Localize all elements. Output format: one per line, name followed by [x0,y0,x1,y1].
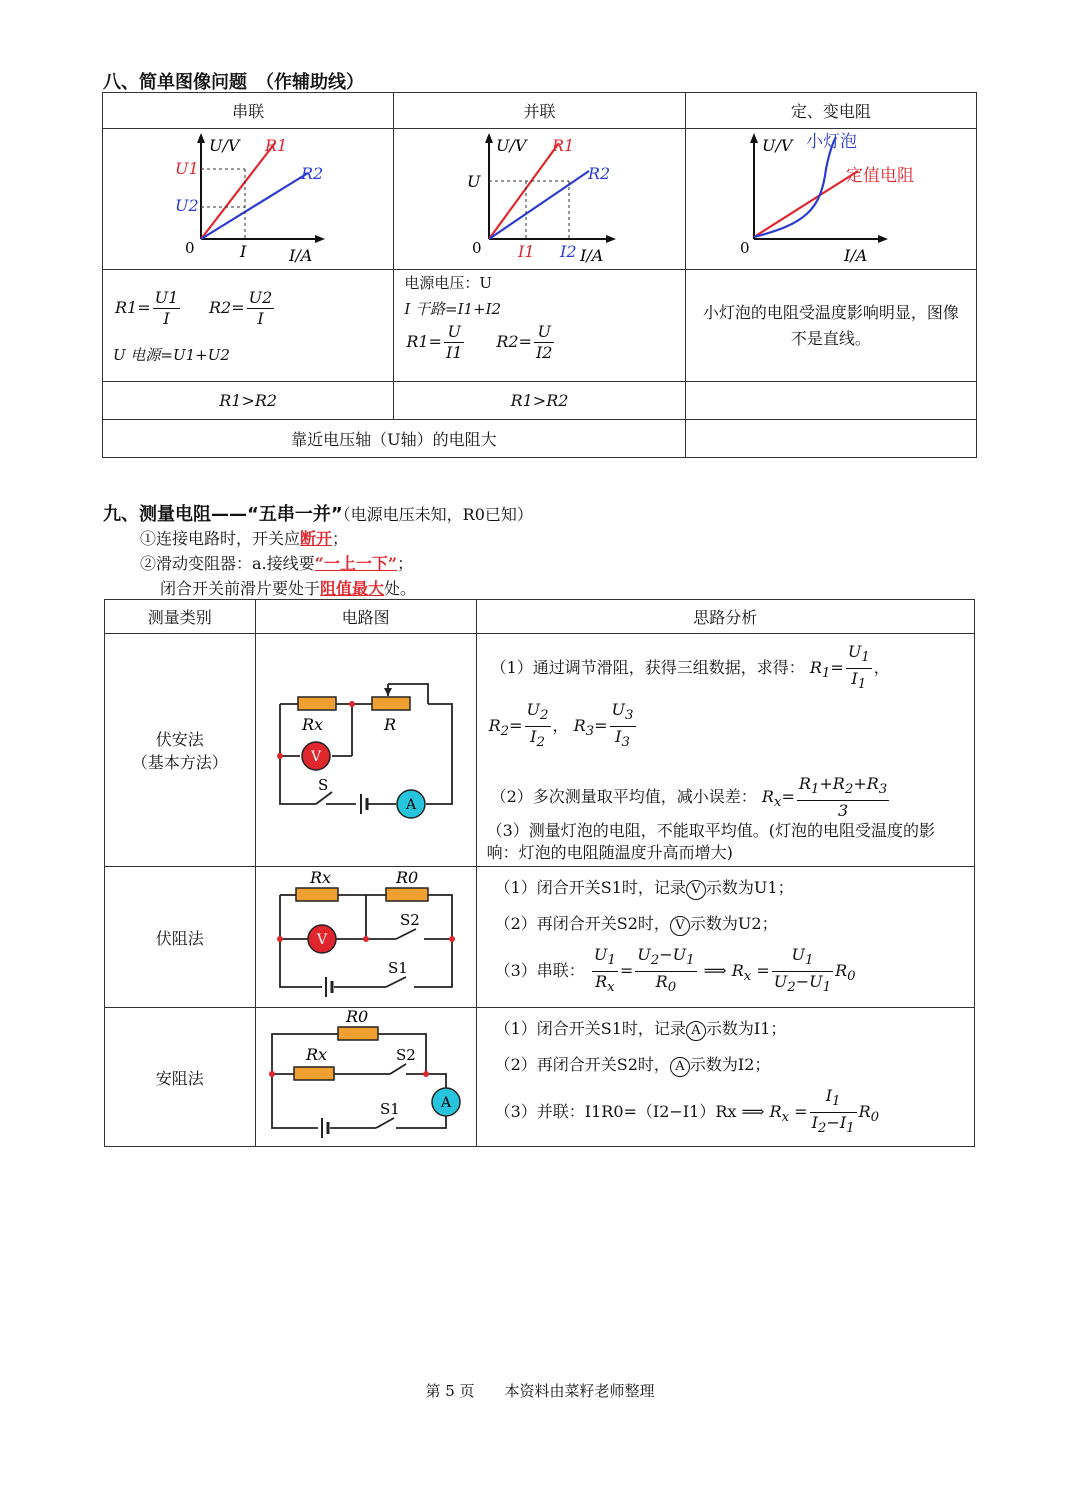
analysis-text-1b: 示数为I1； [705,1019,787,1038]
analysis-text-2: （2）多次测量取平均值，减小误差： [490,787,757,807]
tick-label-u1: U1 [175,159,199,178]
formula-r2-parallel [496,322,556,363]
ammeter-icon: A [670,1057,690,1077]
type-volt-resistance: 伏阻法 [105,867,256,1008]
formula-r2 [209,288,276,329]
note-3-suffix: 处。 [384,579,417,598]
axis-label-u: U/V [209,136,240,155]
col-header-parallel: 并联 [394,93,685,129]
formula-source-voltage: 电源电压：U [404,274,492,292]
analysis-text-3: （3）并联：I1R0=（I2−I1）Rx ⟹ [494,1102,765,1122]
graph-series [103,129,393,265]
bulb-note: 小灯泡的电阻受温度影响明显，图像不是直线。 [685,270,976,382]
analysis-text-1b: 示数为U1； [705,878,794,897]
conclusion: 靠近电压轴（U轴）的电阻大 [103,420,686,458]
analysis-line-1 [495,1016,787,1041]
line-label-r2: R2 [301,164,324,183]
label-rx: Rx [309,868,331,887]
footer: 第 5 页 本资料由菜籽老师整理 [425,1382,655,1400]
formula-r1-num: U1 [154,288,179,307]
analysis-text-2: （2）再闭合开关S2时， [494,1055,670,1074]
formula-r1-den: I1 [445,343,463,362]
analysis-text-3: （3）串联： [494,961,585,981]
note-2-text: ②滑动变阻器：a.接线要 [140,554,315,573]
col-header-fixed-variable: 定、变电阻 [685,93,976,129]
section8-title: 八、简单图像问题 （作辅助线） [103,72,364,93]
line-label-r2: R2 [588,164,611,183]
circuit-amp-resistance [256,1008,476,1142]
graph-series-cell [103,129,394,270]
formula-r2-den: I2 [535,343,553,362]
label-rx: Rx [305,1045,327,1064]
note-1-text: ①连接电路时，开关应 [140,529,301,548]
analysis-text-1: （1）闭合开关S1时，记录 [494,1019,686,1038]
header-analysis: 思路分析 [476,600,974,634]
graph-bulb-cell [685,129,976,270]
circuit-volt-resistance-cell [255,867,476,1008]
origin-label: 0 [739,239,750,257]
tick-label-u2: U2 [175,196,199,215]
ammeter-icon: A [686,1021,706,1041]
line-label-fixed: 定值电阻 [845,166,914,186]
section9-title-note: （电源电压未知，R0已知） [342,505,533,524]
analysis-text-2b: 示数为I2； [689,1055,771,1074]
note-2-suffix: ； [397,554,414,573]
type-sub-label: （基本方法） [131,753,228,772]
analysis-text-1: （1）通过调节滑阻，获得三组数据，求得： [490,658,805,678]
label-r: R [383,715,396,734]
circuit-volt-resistance [256,867,476,1003]
analysis-text-2: （2）再闭合开关S2时， [494,914,670,933]
measure-table [104,599,975,1147]
note-2-highlight: “一上一下” [314,554,398,573]
label-s1: S1 [387,959,408,977]
analysis-line-4: （3）测量灯泡的电阻，不能取平均值。(灯泡的电阻受温度的影响：灯泡的电阻随温度升高而增大) [486,821,936,862]
formula-r1-parallel [406,322,466,363]
axis-label-u: U/V [761,136,793,155]
analysis-text-2b: 示数为U2； [689,914,778,933]
analysis-line-2: $R_2=$ $\frac{U_2}{I_2}$ ， $R_3=$ $\frac{U_3}{I_3}$ [488,700,634,751]
note-1-highlight: 断开 [300,529,333,548]
label-r0: R0 [395,868,418,887]
formula-r1-num: U [444,322,465,343]
type-amp-resistance: 安阻法 [105,1008,256,1147]
note-3-highlight: 阻值最大 [320,579,385,598]
formula-trunk-current: I 干路=I1+I2 [404,300,502,318]
section9-heading [103,500,533,526]
ammeter-icon: A [440,1095,451,1111]
formula-r2-label: R2= [496,332,532,351]
label-s2: S2 [395,1046,416,1064]
voltmeter-icon: V [670,916,690,936]
voltmeter-icon: V [316,932,327,948]
axis-label-i: I/A [580,246,604,265]
label-s1: S1 [379,1100,400,1118]
formula-r2-num: U [534,322,555,343]
axis-label-u: U/V [496,136,527,155]
formula-r1-label: R1= [406,332,442,351]
label-rx: Rx [301,715,323,734]
formula-r1 [115,288,182,329]
circuit-amp-resistance-cell [255,1008,476,1147]
graph-parallel-cell [394,129,685,270]
analysis-volt-resistance [476,867,974,1008]
circuit-voltammetry-cell [255,634,476,867]
formula-r2-den: I [257,309,264,328]
formula-parallel-cell [394,270,685,382]
empty-cell [685,382,976,420]
note-2 [140,551,413,574]
analysis-line-1: （1）通过调节滑阻，获得三组数据，求得： $R_1=$ $\frac{U_1}{I_1}$ ， [490,642,890,693]
header-circuit: 电路图 [255,600,476,634]
formula-r1-label: R1= [115,298,151,317]
circuit-voltammetry [256,634,476,862]
analysis-line-3: （3）串联： $\frac{U_1}{R_x}$ = $\frac{U_2-U_1}{R_0}$ ⟹ $R_x$ = $\frac{U_1}{U_2-U_1}$ $R_0$ [494,945,856,996]
note-3-text: 闭合开关前滑片要处于 [160,579,321,598]
note-3 [160,576,416,599]
origin-label: 0 [472,239,482,257]
formula-total-voltage: U 电源=U1+U2 [113,346,230,364]
label-r0: R0 [345,1008,368,1026]
col-header-series: 串联 [103,93,394,129]
origin-label: 0 [185,239,195,257]
note-1-suffix: ； [332,529,349,548]
voltmeter-icon: V [686,880,706,900]
analysis-line-2 [495,1052,771,1077]
section9-title: 九、测量电阻——“五串一并” [103,504,343,525]
formula-r2-label: R2= [209,298,245,317]
type-label: 伏安法 [155,730,204,749]
formula-r2-num: U2 [248,288,273,307]
analysis-line-3: （2）多次测量取平均值，减小误差： $R_x=$ $\frac{R_1+R_2+R_3}{3}$ [490,774,888,821]
compare-parallel: R1>R2 [394,382,685,420]
axis-label-i: I/A [843,246,867,265]
analysis-voltammetry [476,634,974,867]
header-type: 测量类别 [105,600,256,634]
tick-label-i: I [240,242,247,261]
curve-label-bulb: 小灯泡 [805,132,857,152]
tick-label-u: U [467,172,481,191]
formula-series-cell [103,270,394,382]
voltmeter-icon: V [310,749,321,765]
analysis-line-3: （3）并联：I1R0=（I2−I1）Rx ⟹ $R_x$ = $\frac{I_1}{I_2-I_1}$ $R_0$ [494,1086,880,1137]
tick-label-i1: I1 [518,242,535,261]
empty-cell [685,420,976,458]
type-voltammetry [105,634,256,867]
compare-series: R1>R2 [103,382,394,420]
label-s2: S2 [399,911,420,929]
analysis-text-1: （1）闭合开关S1时，记录 [494,878,686,897]
analysis-amp-resistance [476,1008,974,1147]
line-label-r1: R1 [265,136,288,155]
tick-label-i2: I2 [560,242,577,261]
formula-r1-den: I [163,309,170,328]
graph-table [102,92,977,458]
graph-parallel [394,129,684,265]
line-label-r1: R1 [552,136,575,155]
axis-label-i: I/A [289,246,313,265]
analysis-line-1 [495,875,794,900]
graph-bulb [686,129,976,265]
note-1 [140,526,348,549]
ammeter-icon: A [405,797,416,813]
analysis-line-2 [495,911,778,936]
label-s: S [317,776,328,794]
